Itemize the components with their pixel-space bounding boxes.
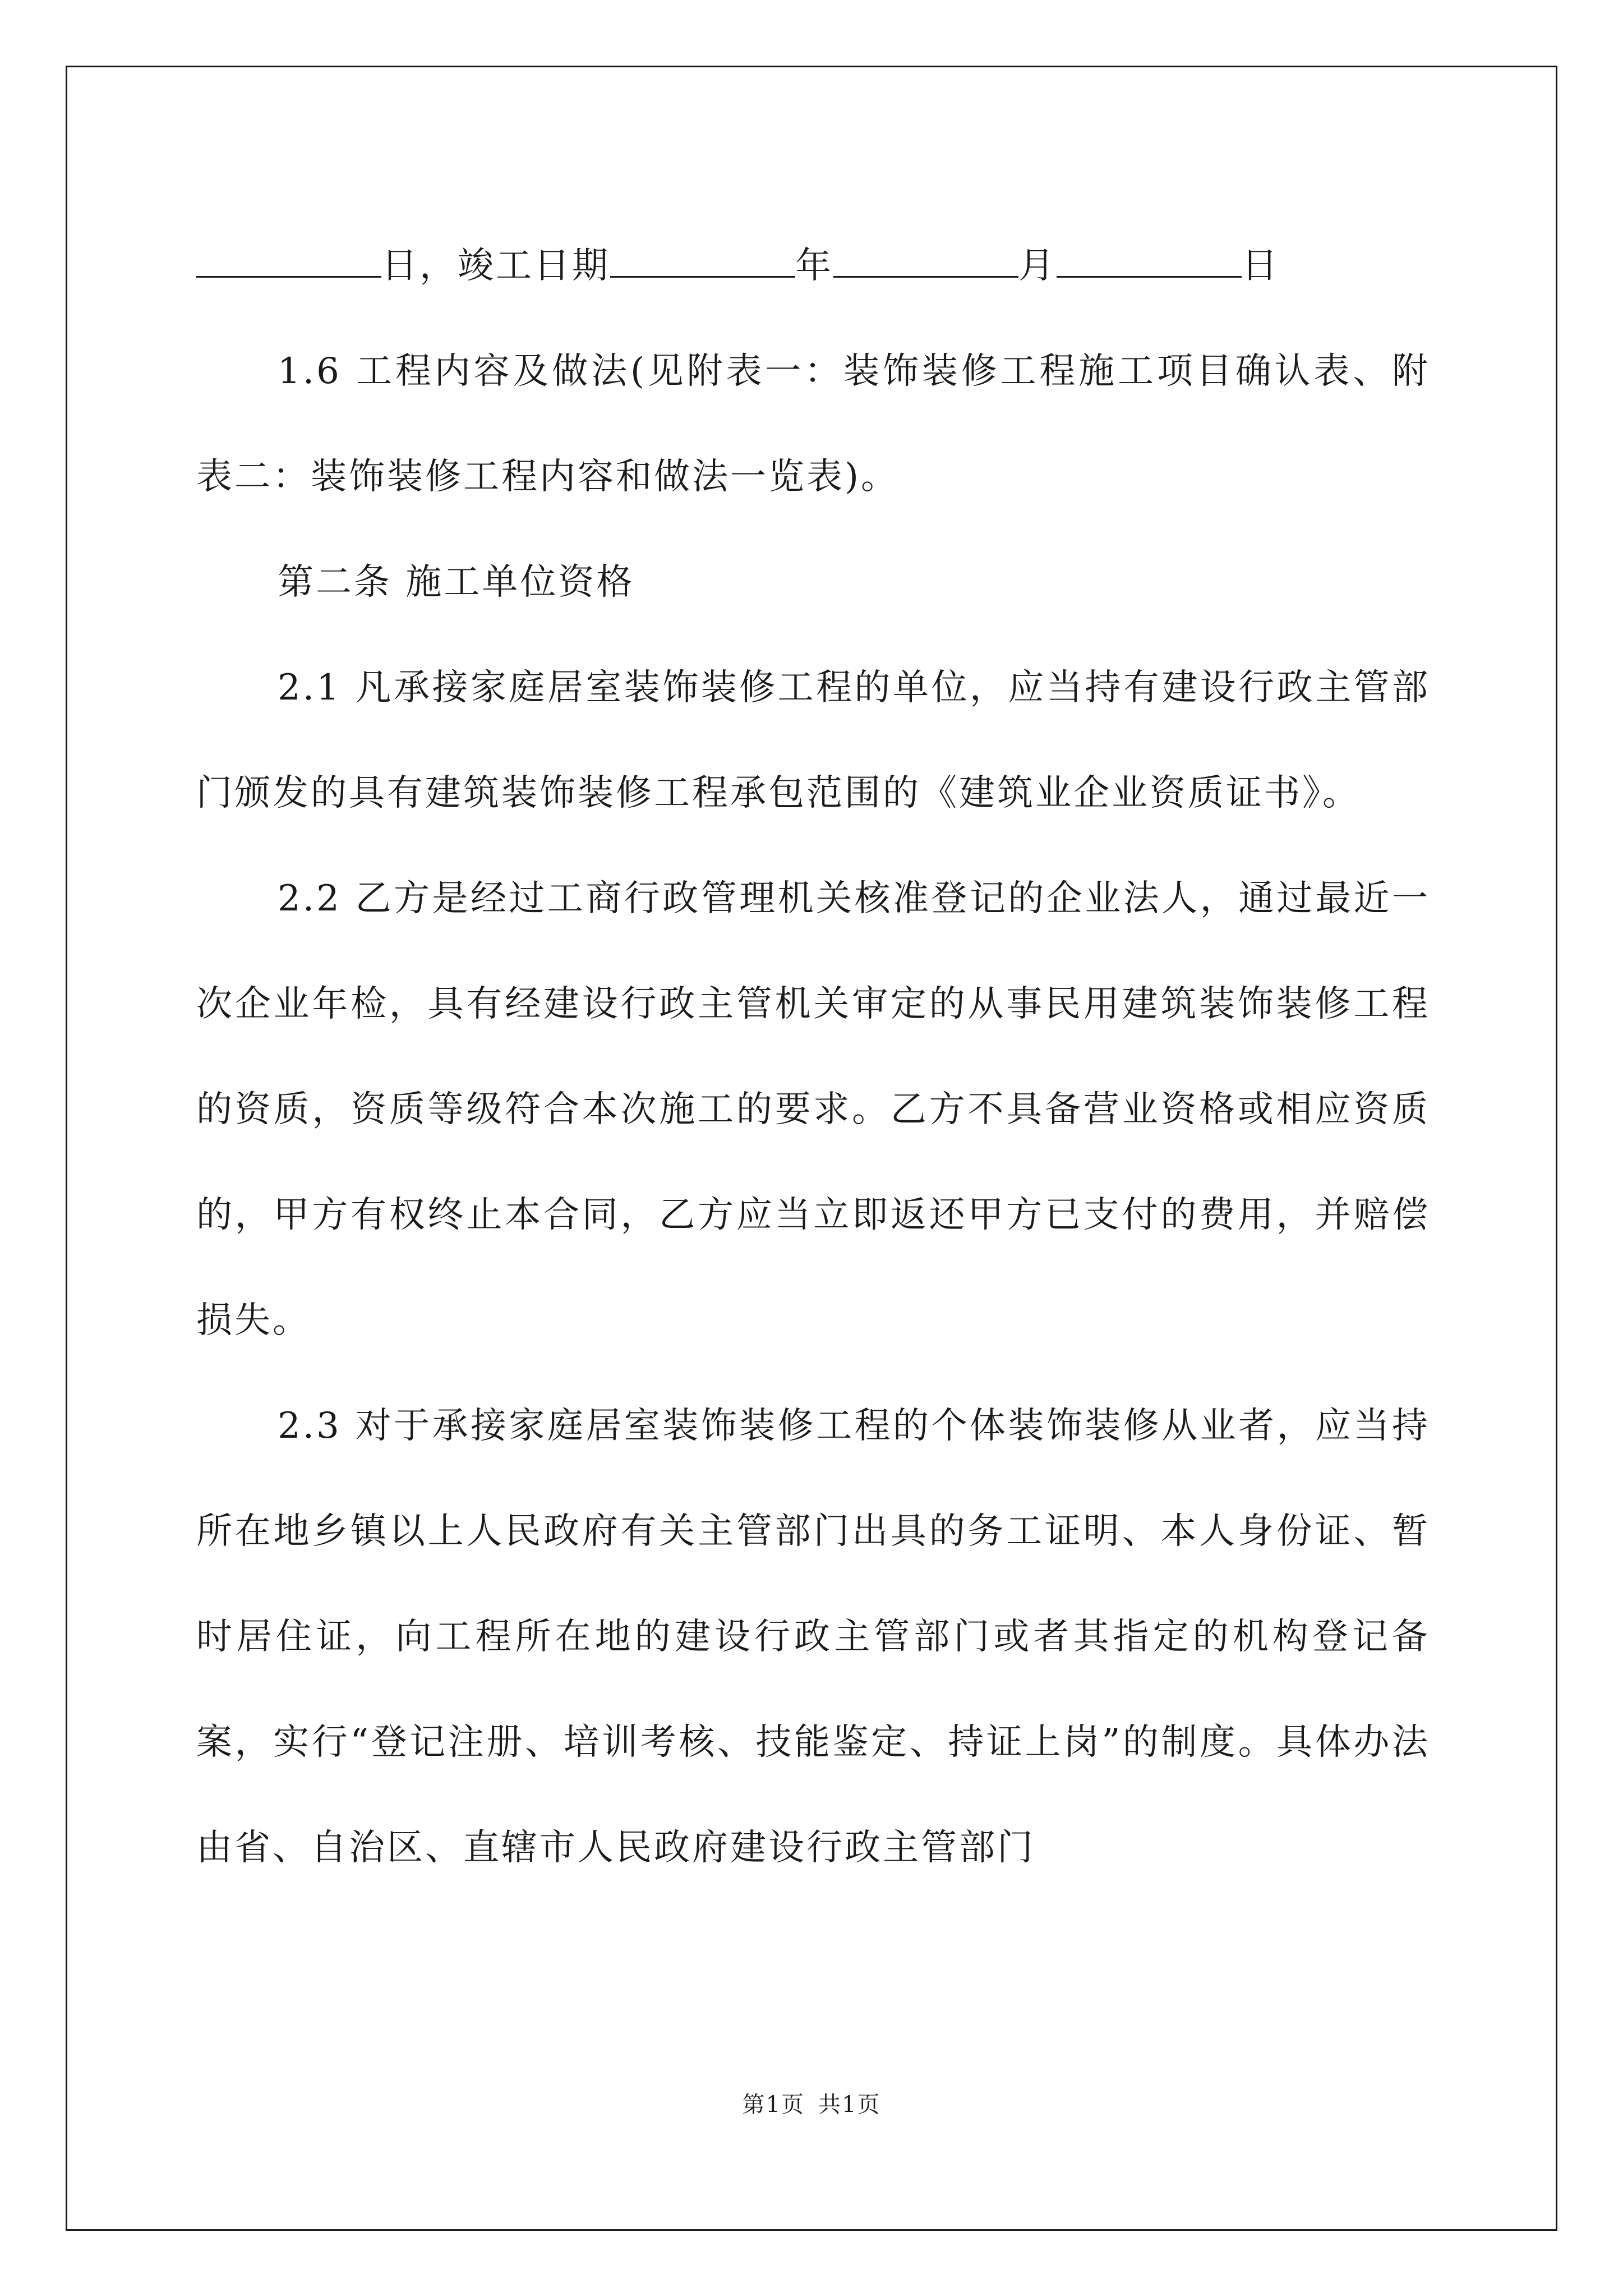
paragraph-2-1: 2.1 凡承接家庭居室装饰装修工程的单位，应当持有建设行政主管部门颁发的具有建筑装饰装修工程承包范围的《建筑业企业资质证书》。 <box>196 667 1430 814</box>
document-body <box>196 213 1430 1901</box>
day-text: 日 <box>1242 245 1280 287</box>
blank-field <box>833 241 1018 278</box>
page-footer <box>0 2087 1623 2119</box>
year-text: 年 <box>795 245 833 287</box>
section-heading-2: 第二条 施工单位资格 <box>278 562 635 603</box>
paragraph-1-6: 1.6 工程内容及做法(见附表一：装饰装修工程施工项目确认表、附表二：装饰装修工程内容和做法一览表)。 <box>196 351 1430 498</box>
blank-field <box>196 241 381 278</box>
date-line <box>196 213 1430 319</box>
paragraph-2-3: 2.3 对于承接家庭居室装饰装修工程的个体装饰装修从业者，应当持所在地乡镇以上人民政府有关主管部门出具的务工证明、本人身份证、暂时居住证，向工程所在地的建设行政主管部门或者其指定的机构登记备案，实行“登记注册、培训考核、技能鉴定、持证上岗”的制度。具体办法由省、自治区、直辖市人民政府建设行政主管部门 <box>196 1405 1430 1869</box>
page-number: 第1页 <box>742 2092 805 2118</box>
blank-field <box>610 241 795 278</box>
blank-field <box>1057 241 1242 278</box>
date-text: 日，竣工日期 <box>381 245 610 287</box>
month-text: 月 <box>1018 245 1057 287</box>
paragraph-2-2: 2.2 乙方是经过工商行政管理机关核准登记的企业法人，通过最近一次企业年检，具有经建设行政主管机关审定的从事民用建筑装饰装修工程的资质，资质等级符合本次施工的要求。乙方不具备营业资格或相应资质的，甲方有权终止本合同，乙方应当立即返还甲方已支付的费用，并赔偿损失。 <box>196 878 1430 1341</box>
page-total: 共1页 <box>818 2092 881 2118</box>
